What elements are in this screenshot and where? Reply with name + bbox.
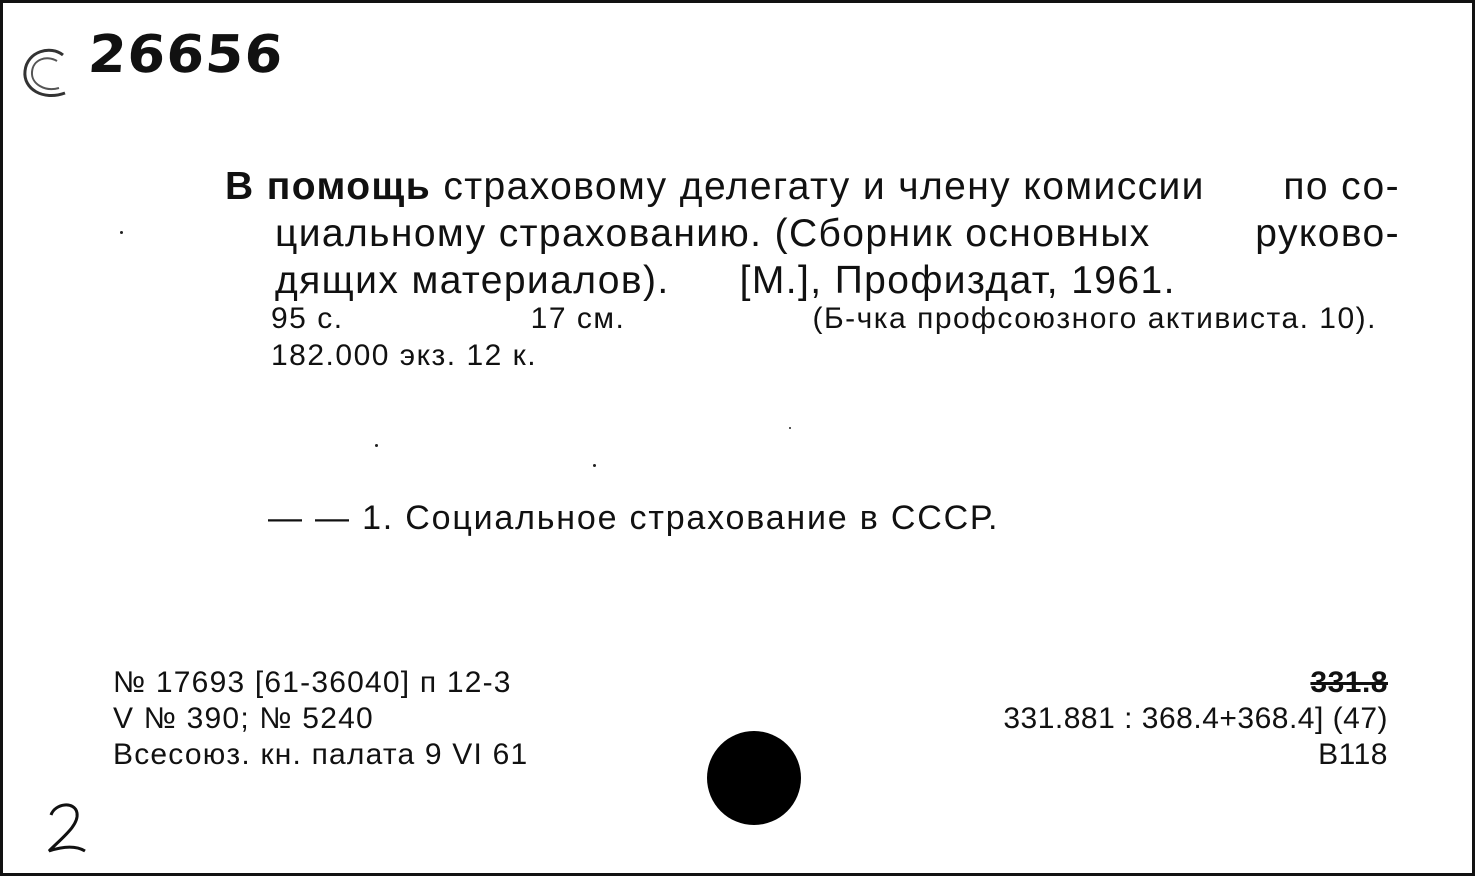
handwritten-corner-mark — [41, 799, 91, 861]
page-count: 95 с. — [271, 302, 344, 335]
registration-line-3: Всесоюз. кн. палата 9 VI 61 — [113, 738, 529, 771]
entry-line-3 — [275, 261, 1176, 300]
classification-code: В118 — [1318, 738, 1388, 771]
crossed-out-classification: 331.8 — [1310, 666, 1388, 699]
imprint-line-1 — [271, 304, 1377, 334]
registration-line-2: V № 390; № 5240 — [113, 702, 374, 735]
entry-title-part: страховому делегату и члену комиссии — [443, 165, 1205, 208]
handwritten-number: 26656 — [86, 25, 286, 85]
entry-line-2 — [275, 214, 1400, 253]
punch-hole — [707, 731, 801, 825]
registration-line-1: № 17693 [61-36040] п 12-3 — [113, 666, 512, 699]
udc-classification: 331.881 : 368.4+368.4] (47) — [1003, 702, 1388, 735]
copies-price: 182.000 экз. 12 к. — [271, 339, 538, 372]
entry-line-1 — [225, 167, 1400, 206]
series-note: (Б-чка профсоюзного активиста. 10). — [812, 302, 1377, 335]
subject-heading: — — 1. Социальное страхование в СССР. — [268, 499, 1000, 537]
book-size: 17 см. — [530, 302, 626, 335]
entry-title-part: дящих материалов). — [275, 259, 670, 302]
entry-title-part: циальному страхованию. (Сборник основных — [275, 212, 1151, 255]
entry-title-end: по со- — [1283, 165, 1400, 208]
handwritten-c-mark — [17, 43, 77, 105]
entry-heading: В помощь — [225, 165, 432, 208]
entry-title-end: руково- — [1255, 212, 1400, 255]
publication-info: [М.], Профиздат, 1961. — [739, 259, 1176, 302]
